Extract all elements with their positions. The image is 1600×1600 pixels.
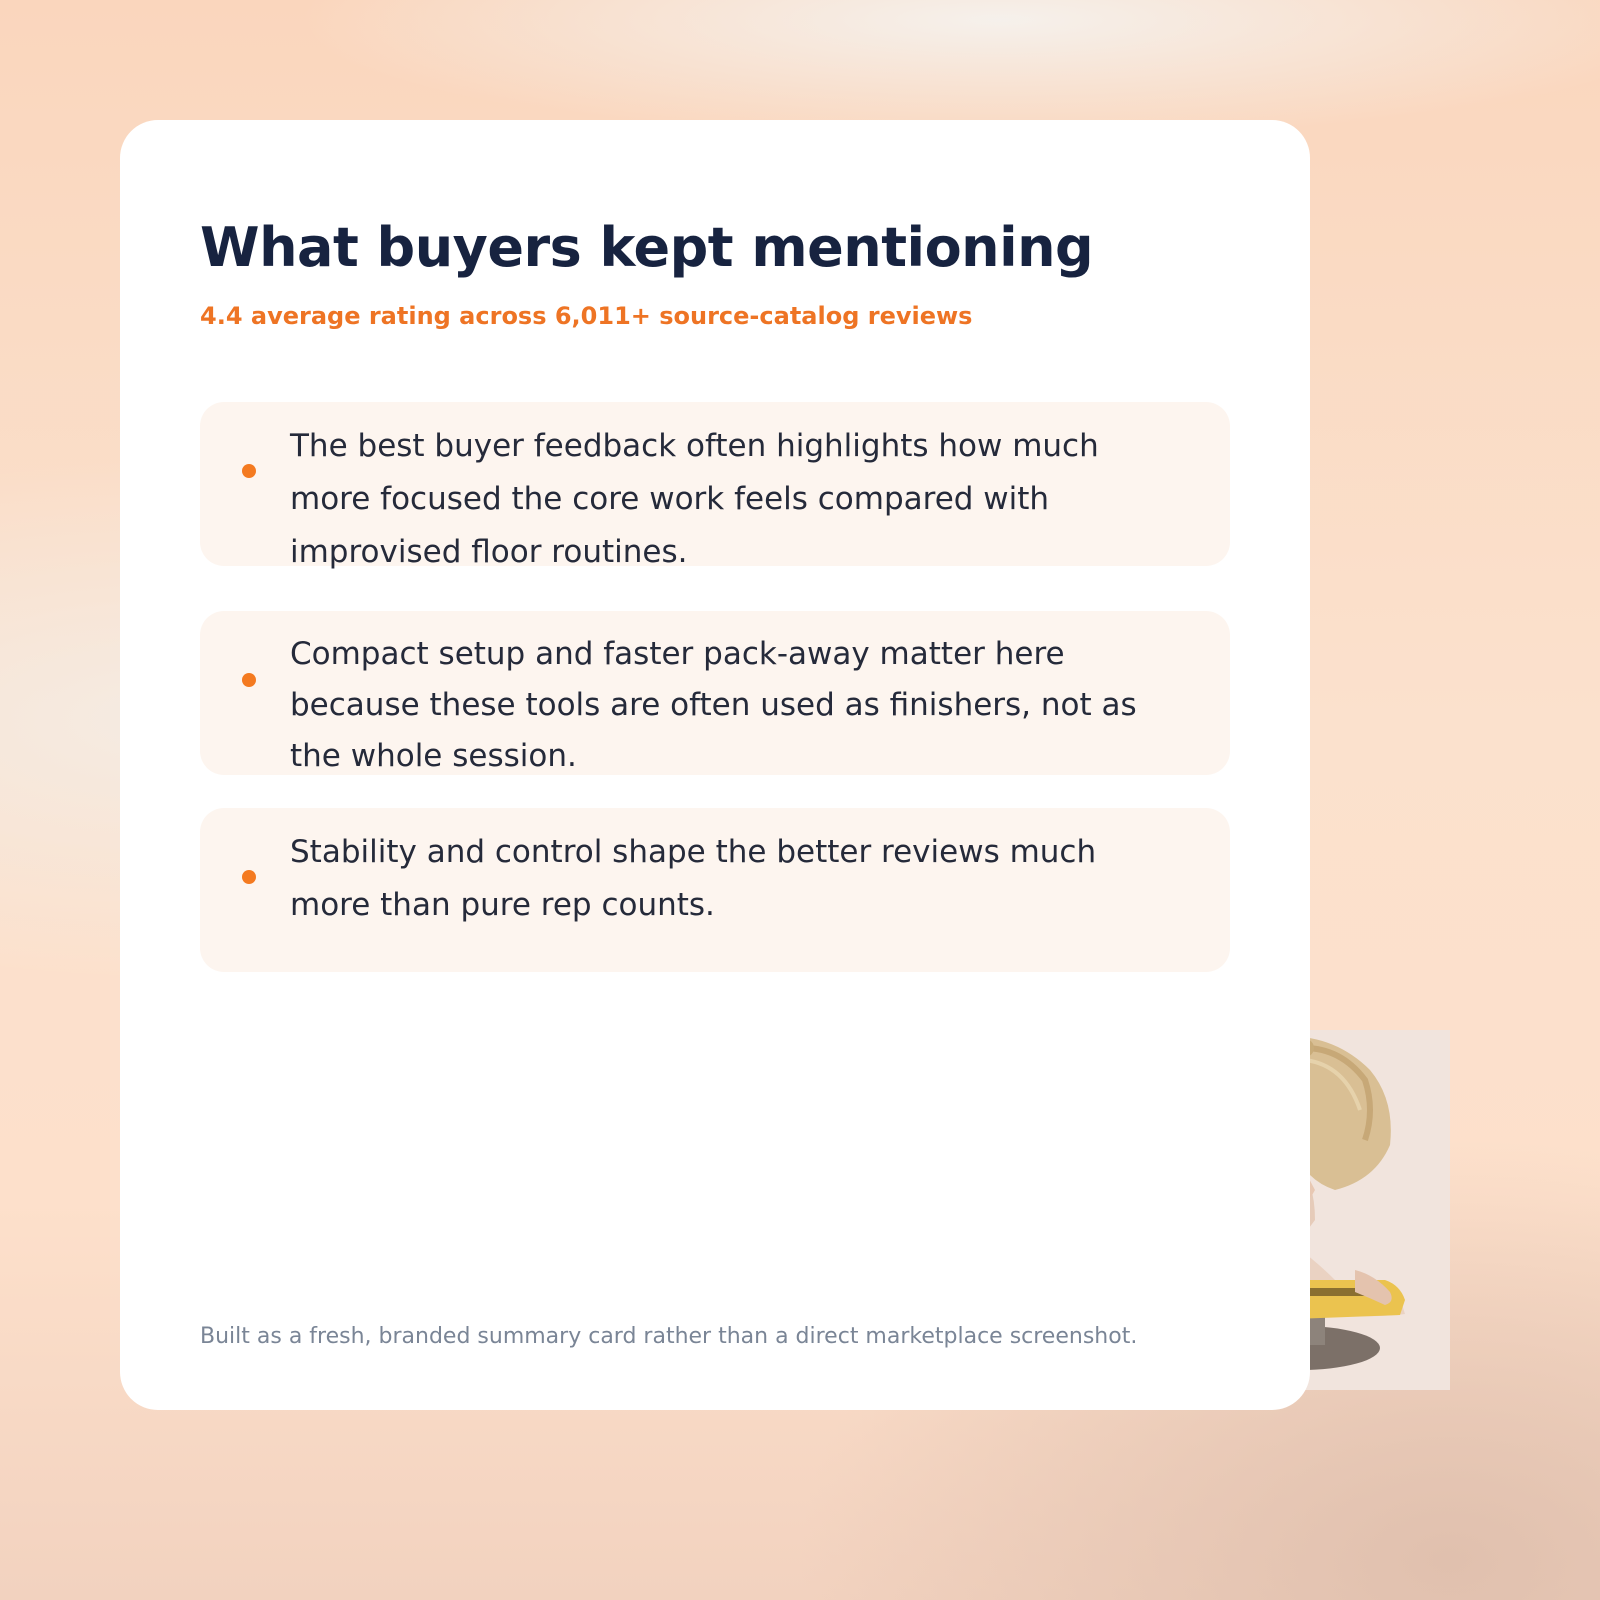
- feedback-point-text: The best buyer feedback often highlights how much more focused the core work feels compared with improvised floor routines.: [290, 428, 1099, 570]
- rating-subtitle: 4.4 average rating across 6,011+ source-catalog reviews: [200, 302, 973, 330]
- feedback-point: [200, 402, 1230, 570]
- bullet-dot-icon: [242, 673, 256, 687]
- bullet-dot-icon: [242, 464, 256, 478]
- summary-card: [120, 120, 1310, 1410]
- feedback-point: [200, 611, 1230, 775]
- feedback-point: [200, 808, 1230, 972]
- feedback-point-text: Compact setup and faster pack-away matter here because these tools are often used as finishers, not as the whole session.: [290, 636, 1137, 774]
- bullet-dot-icon: [242, 870, 256, 884]
- feedback-point-text: Stability and control shape the better reviews much more than pure rep counts.: [290, 834, 1097, 923]
- footnote: Built as a fresh, branded summary card rather than a direct marketplace screenshot.: [200, 1324, 1138, 1349]
- card-title: What buyers kept mentioning: [200, 216, 1094, 279]
